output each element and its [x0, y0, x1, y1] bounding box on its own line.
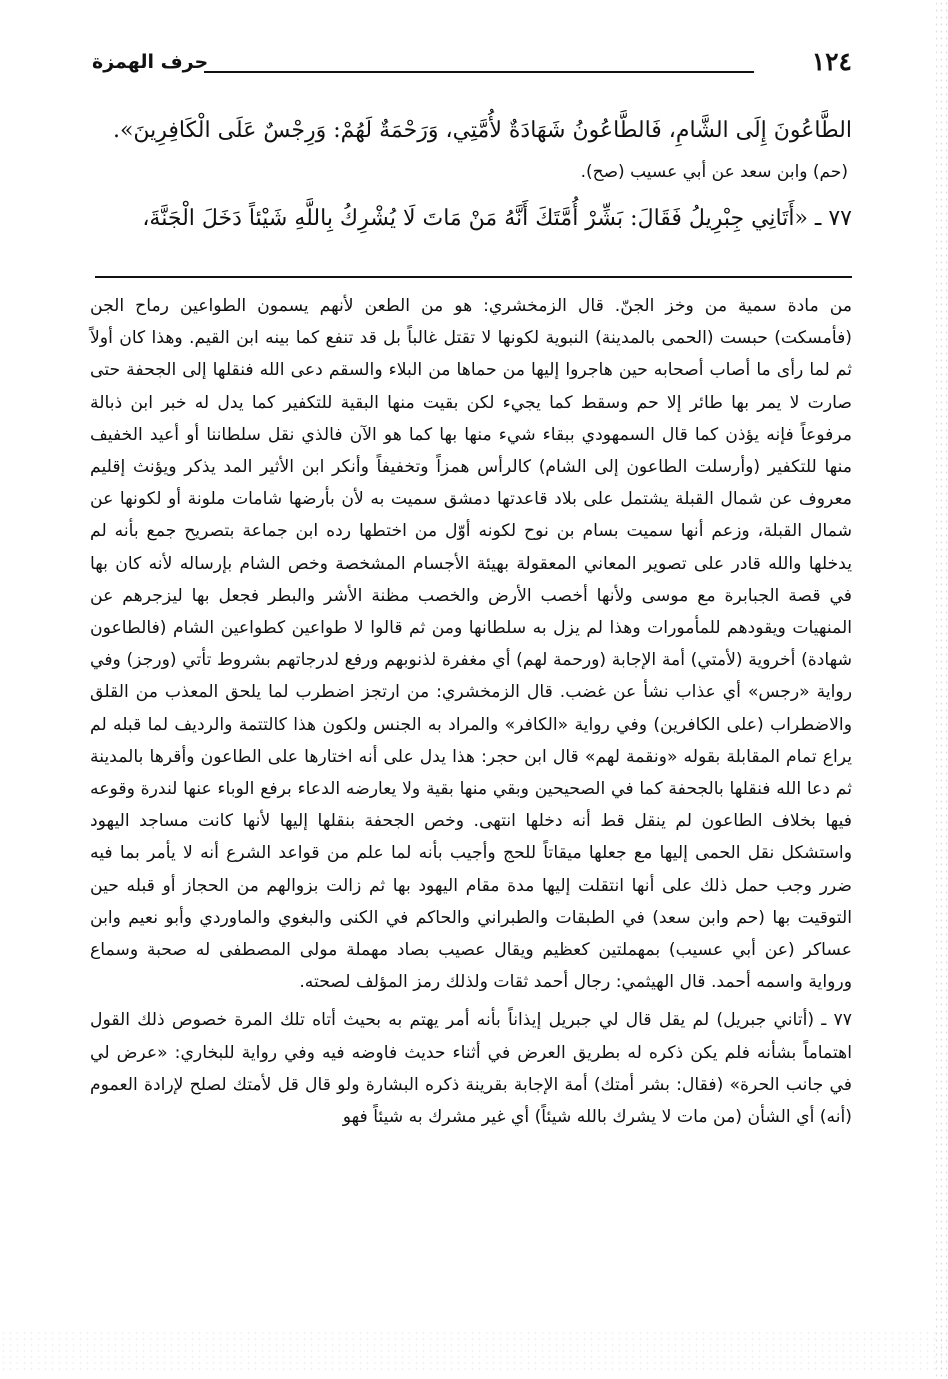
- footnote-separator: [95, 276, 852, 278]
- commentary: [90, 290, 852, 1133]
- page-header: [92, 40, 852, 84]
- hadith-line: الطَّاعُونَ إِلَى الشَّامِ، فَالطَّاعُونُ شَهَادَةٌ لأُمَّتِي، وَرَحْمَةٌ لَهُمْ: وَرِجْسٌ عَلَى الْكَافِرِينَ».: [112, 118, 852, 143]
- commentary-paragraph: ٧٧ ـ (أتاني جبريل) لم يقل قال لي جبريل إيذاناً بأنه أمر يهتم به بحيث أتاه تلك المرة خصوص ذلك القول اهتماماً بشأنه فلم يكن ذكره له بطريق العرض في أثناء حديث فاوضه فيه وفي رواية للبخاري: «عرض لي في جانب الحرة» (فقال: بشر أمتك) أمة الإجابة بقرينة ذكره البشارة ولو قال قل لأمتك لصلح لإرادة العموم (أنه) أي الشأن (من مات لا يشرك بالله شيئاً) أي غير مشرك به شيئاً فهو: [90, 1010, 852, 1128]
- hadith-text: [95, 104, 852, 246]
- scan-noise: [0, 1330, 948, 1370]
- page-number: ١٢٤: [811, 47, 852, 76]
- hadith-source: (حم) وابن سعد عن أبي عسيب (صح).: [580, 162, 848, 182]
- hadith-line: ٧٧ ـ «أَتَانِي جِبْرِيلُ فَقَالَ: بَشِّرْ أُمَّتَكَ أَنَّهُ مَنْ مَاتَ لَا يُشْرِكُ بِاللَّهِ شَيْئاً دَخَلَ الْجَنَّةَ،: [142, 206, 852, 231]
- header-rule: [204, 71, 754, 73]
- scan-edge: [934, 0, 948, 1379]
- commentary-paragraph: من مادة سمية من وخز الجنّ. قال الزمخشري: هو من الطعن لأنهم يسمون الطواعين رماح الجن (فأمسكت) حبست (الحمى بالمدينة) النبوية لكونها لا تقتل غالباً بل قد تنفع كما بينه ابن القيم. وهذا كان أولاً ثم لما رأى ما أصاب أصحابه حين هاجروا إليها من حماها من البلاء والسقم دعى الله فنقلها إلى الجحفة حتى صارت لا يمر بها طائر إلا حم وسقط كما يجيء لكن بقيت منها البقية للتكفير كما يدل له خبر ابن ذبالة مرفوعاً فإنه يؤذن كما قال السمهودي ببقاء شيء منها بها كما هو الآن فالذي نقل سلطاننا أو أعيد الخفيف منها للتكفير (وأرسلت الطاعون إلى الشام) كالرأس همزاً وتخفيفاً وأنكر ابن الأثير المد يذكر ويؤنث إقليم معروف عن شمال القبلة يشتمل على بلاد قاعدتها دمشق سميت به لأن بأرضها شامات ملونة أو لكونها عن شمال القبلة، وزعم أنها سميت بسام بن نوح لكونه أوّل من اختطها رده ابن جماعة بتصريح جمع بأنه لم يدخلها والله قادر على تصوير المعاني المعقولة بهيئة الأجسام المشخصة وخص الشام بإرساله لأنه كان بها في قصة الجبابرة مع موسى ولأنها أخصب الأرض والخصب مظنة الأشر والبطر فجعل بها ليزجرهم عن المنهيات ويقودهم للمأمورات وهذا لم يزل به سلطانها ومن ثم قالوا لا طواعين كطواعين الشام (فالطاعون شهادة) أخروية (لأمتي) أمة الإجابة (ورحمة لهم) أي مغفرة لذنوبهم ورفع لدرجاتهم بشروط تأتي (ورجز) وفي رواية «رجس» أي عذاب نشأ عن غضب. قال الزمخشري: من ارتجز اضطرب لما يلحق المعذب من القلق والاضطراب (على الكافرين) وفي رواية «الكافر» والمراد به الجنس ولكون هذا كالتتمة والرديف لما قبله لم يراع تمام المقابلة بقوله «ونقمة لهم» قال ابن حجر: هذا يدل على أنه اختارها على الطاعون وأقرها بالمدينة ثم دعا الله فنقلها بالجحفة كما في الصحيحين وبقي منها بقية ولا يعارضه الدعاء برفع الوباء عنها لندرة وقوعه فيها بخلاف الطاعون لم ينقل قط أنه دخلها انتهى. وخص الجحفة بنقلها إليها لأنها كانت مساجد اليهود واستشكل نقل الحمى إليها مع جعلها ميقاتاً للحج وأجيب بأنه لما علم من قواعد الشرع أنه لا يأمر بما فيه ضرر وجب حمل ذلك على أنها انتقلت إليها مدة مقام اليهود بها ثم زالت بزوالهم من الحجاز أو قبله حين التوقيت بها (حم وابن سعد) في الطبقات والطبراني والحاكم في الكنى والبغوي والماوردي وأبو نعيم وابن عساكر (عن أبي عسيب) بمهملتين كعظيم ويقال عصيب بصاد مهملة مولى المصطفى له صحبة وسماع ورواية واسمه أحمد. قال الهيثمي: رجال أحمد ثقات ولذلك رمز المؤلف لصحته.: [90, 296, 852, 993]
- running-title: حرف الهمزة: [92, 51, 209, 73]
